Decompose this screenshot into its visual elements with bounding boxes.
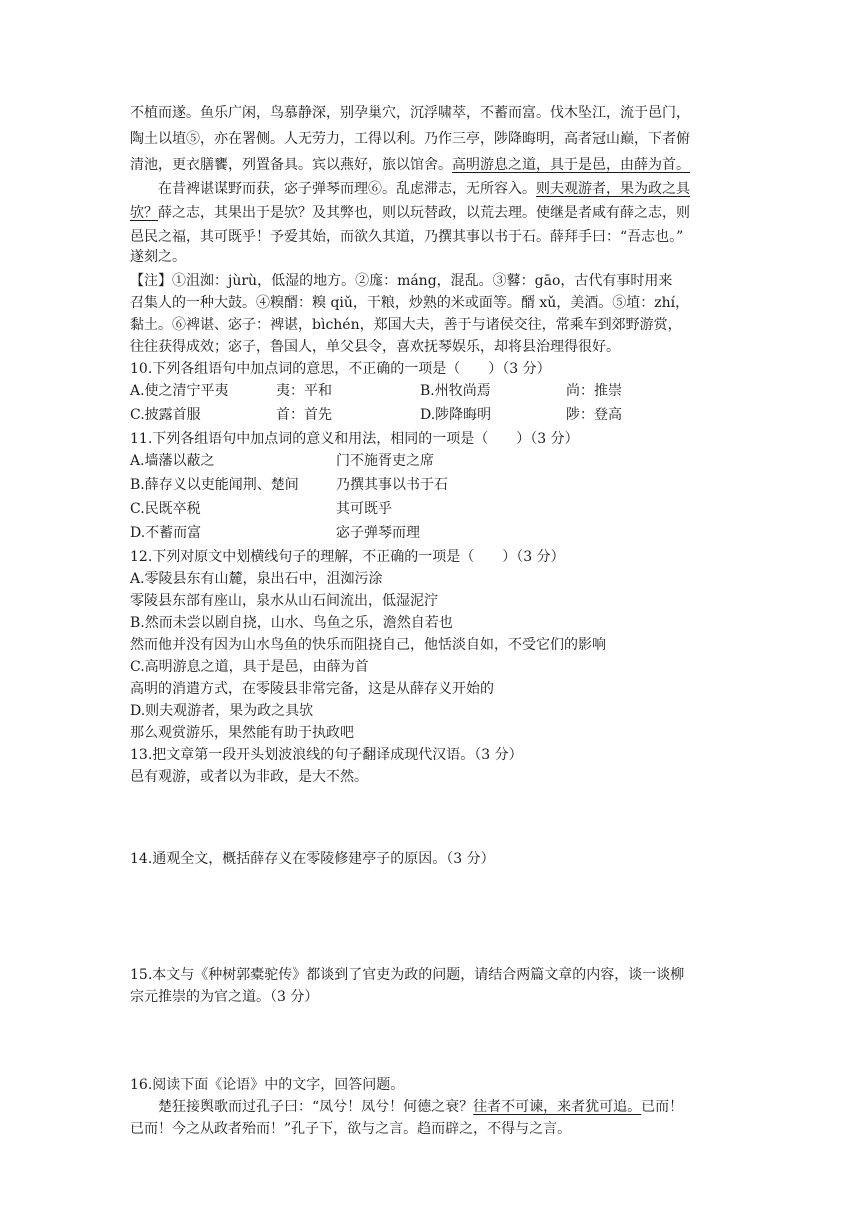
q11-option-b-pair: 乃撰其事以书于石 — [336, 477, 448, 493]
q12-option-c-translation: 高明的消遣方式，在零陵县非常完备，这是从薛存义开始的 — [130, 681, 494, 697]
q10-option-d-gloss: 陟：登高 — [566, 407, 622, 423]
q16-text: 楚狂接舆歌而过孔子曰：“凤兮！凤兮！何德之衰？ — [158, 1099, 474, 1115]
q16-text: 已而！ — [641, 1099, 684, 1115]
note-line: 往往获得成效；宓子，鲁国人，单父县令，喜欢抚琴娱乐，却将县治理得很好。 — [130, 339, 620, 355]
q11-option-b: B.薛存义以吏能闻荆、楚间 — [130, 477, 299, 493]
q12-option-c: C.高明游息之道，具于是邑，由薛为首 — [130, 659, 369, 675]
q12-option-b: B.然而未尝以剧自挠，山水、鸟鱼之乐，澹然自若也 — [130, 615, 453, 631]
q12-option-d: D.则夫观游者，果为政之具欤 — [130, 703, 314, 719]
underlined-sentence: 高明游息之道，具于是邑，由薛为首。 — [452, 157, 690, 173]
q12-option-b-translation: 然而他并没有因为山水鸟鱼的快乐而阻挠自己，他恬淡自如，不受它们的影响 — [130, 637, 606, 653]
q10-option-c: C.披露首服 — [130, 407, 201, 423]
q10-option-a: A.使之清宁平夷 — [130, 383, 229, 399]
q12-option-a: A.零陵县东有山麓，泉出石中，沮洳污涂 — [130, 571, 383, 587]
q11-option-a: A.墙藩以蔽之 — [130, 453, 215, 469]
q11-option-d: D.不蓄而富 — [130, 525, 202, 541]
q16-quote-line-1 — [158, 1097, 683, 1117]
passage-line — [130, 203, 690, 223]
question-16-stem: 16.阅读下面《论语》中的文字，回答问题。 — [130, 1077, 405, 1093]
passage-line: 不植而遂。鱼乐广闲，鸟慕静深，别孕巢穴，沉浮啸萃，不蓄而富。伐木坠江，流于邑门， — [130, 105, 690, 121]
underlined-sentence: 往者不可谏，来者犹可追。 — [473, 1099, 642, 1115]
question-13-stem: 13.把文章第一段开头划波浪线的句子翻译成现代汉语。（3 分） — [130, 747, 523, 763]
q11-option-c: C.民既卒税 — [130, 501, 201, 517]
q10-option-b-gloss: 尚：推崇 — [566, 383, 622, 399]
question-12-stem: 12.下列对原文中划横线句子的理解，不正确的一项是（ ）（3 分） — [130, 549, 565, 565]
q13-quote: 邑有观游，或者以为非政，是大不然。 — [130, 769, 368, 785]
passage-text: 在昔裨谌谋野而获，宓子弹琴而理⑥。乱虑滞志，无所容入。 — [158, 181, 536, 197]
q10-option-d: D.陟降晦明 — [420, 407, 492, 423]
q11-option-a-pair: 门不施胥吏之席 — [336, 453, 434, 469]
passage-text: 清池，更衣膳饔，列置备具。宾以燕好，旅以馆舍。 — [130, 157, 452, 173]
q10-option-a-gloss: 夷：平和 — [276, 383, 332, 399]
q10-option-c-gloss: 首：首先 — [276, 407, 332, 423]
underlined-sentence: 欤？ — [130, 205, 158, 221]
passage-line — [158, 179, 690, 199]
passage-line: 遂刻之。 — [130, 249, 186, 265]
q11-option-d-pair: 宓子弹琴而理 — [336, 525, 420, 541]
passage-text: 薛之志，其果出于是欤？及其弊也，则以玩替政，以荒去理。使继是者咸有薛之志，则 — [158, 205, 690, 221]
passage-line: 陶土以埴⑤，亦在署侧。人无劳力，工得以利。乃作三亭，陟降晦明，高者冠山巅，下者俯 — [130, 131, 690, 147]
q10-option-b: B.州牧尚焉 — [420, 383, 491, 399]
note-line: 黏土。⑥裨谌、宓子：裨谌，bìchén，郑国大夫，善于与诸侯交往，常乘车到郊野游赏， — [130, 317, 682, 333]
question-15-stem-line-2: 宗元推崇的为官之道。（3 分） — [130, 989, 319, 1005]
question-15-stem-line-1: 15.本文与《种树郭橐驼传》都谈到了官吏为政的问题，请结合两篇文章的内容，谈一谈柳 — [130, 967, 685, 983]
note-line: 【注】①沮洳：jùrù，低湿的地方。②庬：máng，混乱。③鼛：gāo，古代有事时用来 — [130, 273, 673, 289]
note-line: 召集人的一种大鼓。④糗醑：糗 qiǔ，干粮，炒熟的米或面等。醑 xǔ，美酒。⑤埴：zhí， — [130, 295, 690, 311]
question-10-stem: 10.下列各组语句中加点词的意思，不正确的一项是（ ）（3 分） — [130, 361, 551, 377]
q12-option-d-translation: 那么观赏游乐，果然能有助于执政吧 — [130, 725, 354, 741]
question-14-stem: 14.通观全文，概括薛存义在零陵修建亭子的原因。（3 分） — [130, 851, 495, 867]
question-11-stem: 11.下列各组语句中加点词的意义和用法，相同的一项是（ ）（3 分） — [130, 431, 579, 447]
q12-option-a-translation: 零陵县东部有座山，泉水从山石间流出，低湿泥泞 — [130, 593, 438, 609]
q11-option-c-pair: 其可既乎 — [336, 501, 392, 517]
q16-quote-line-2: 已而！今之从政者殆而！”孔子下，欲与之言。趋而辟之，不得与之言。 — [130, 1121, 572, 1137]
underlined-sentence: 则夫观游者，果为政之具 — [536, 181, 690, 197]
passage-line — [130, 155, 690, 175]
passage-line: 邑民之福，其可既乎！予爱其始，而欲久其道，乃撰其事以书于石。薛拜手曰：“吾志也。” — [130, 229, 684, 245]
